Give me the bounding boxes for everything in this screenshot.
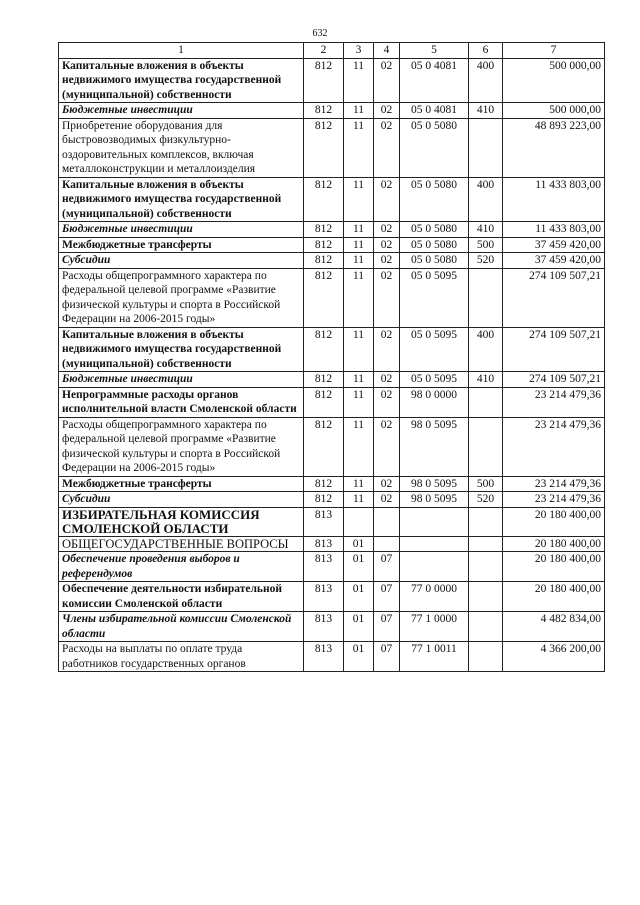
expense-type-cell — [469, 612, 503, 642]
section-code-cell: 11 — [344, 268, 374, 327]
ministry-code-cell: 812 — [304, 372, 344, 388]
expense-type-cell — [469, 268, 503, 327]
expense-name-cell: Капитальные вложения в объекты недвижимого имущества государственной (муниципальной) собственности — [59, 327, 304, 372]
ministry-code-cell: 812 — [304, 417, 344, 476]
subsection-code-cell — [374, 536, 400, 552]
ministry-code-cell: 812 — [304, 327, 344, 372]
section-code-cell: 01 — [344, 536, 374, 552]
expense-type-cell: 520 — [469, 492, 503, 508]
table-row — [59, 372, 605, 388]
subsection-code-cell: 02 — [374, 387, 400, 417]
target-code-cell: 05 0 5095 — [400, 372, 469, 388]
table-row — [59, 612, 605, 642]
amount-cell: 20 180 400,00 — [503, 507, 605, 536]
header-row — [59, 43, 605, 59]
expense-name-cell: Расходы на выплаты по оплате труда работников государственных органов — [59, 642, 304, 672]
budget-table — [58, 42, 605, 672]
table-row — [59, 536, 605, 552]
expense-type-cell: 500 — [469, 237, 503, 253]
ministry-code-cell: 813 — [304, 642, 344, 672]
header-col-4: 4 — [374, 43, 400, 59]
section-code-cell: 11 — [344, 222, 374, 238]
expense-name-cell: Бюджетные инвестиции — [59, 222, 304, 238]
subsection-code-cell: 02 — [374, 327, 400, 372]
expense-name-cell: Капитальные вложения в объекты недвижимого имущества государственной (муниципальной) собственности — [59, 58, 304, 103]
table-row — [59, 222, 605, 238]
amount-cell: 37 459 420,00 — [503, 237, 605, 253]
target-code-cell — [400, 536, 469, 552]
table-row — [59, 476, 605, 492]
expense-type-cell — [469, 387, 503, 417]
subsection-code-cell: 02 — [374, 268, 400, 327]
section-code-cell: 11 — [344, 253, 374, 269]
ministry-code-cell: 812 — [304, 58, 344, 103]
expense-name-cell: Члены избирательной комиссии Смоленской области — [59, 612, 304, 642]
amount-cell: 37 459 420,00 — [503, 253, 605, 269]
table-row — [59, 253, 605, 269]
ministry-code-cell: 813 — [304, 536, 344, 552]
subsection-code-cell: 02 — [374, 177, 400, 222]
subsection-code-cell: 02 — [374, 103, 400, 119]
expense-name-cell: Субсидии — [59, 253, 304, 269]
expense-type-cell: 410 — [469, 372, 503, 388]
subsection-code-cell: 07 — [374, 552, 400, 582]
table-row — [59, 268, 605, 327]
table-row — [59, 582, 605, 612]
expense-name-cell: Межбюджетные трансферты — [59, 237, 304, 253]
amount-cell: 274 109 507,21 — [503, 268, 605, 327]
ministry-code-cell: 813 — [304, 552, 344, 582]
subsection-code-cell: 02 — [374, 417, 400, 476]
expense-type-cell: 400 — [469, 327, 503, 372]
expense-type-cell — [469, 582, 503, 612]
subsection-code-cell: 02 — [374, 476, 400, 492]
ministry-code-cell: 813 — [304, 507, 344, 536]
expense-name-cell: Бюджетные инвестиции — [59, 372, 304, 388]
amount-cell: 274 109 507,21 — [503, 372, 605, 388]
target-code-cell: 05 0 4081 — [400, 58, 469, 103]
expense-type-cell: 400 — [469, 58, 503, 103]
subsection-code-cell: 02 — [374, 118, 400, 177]
subsection-code-cell: 02 — [374, 237, 400, 253]
ministry-code-cell: 812 — [304, 387, 344, 417]
ministry-code-cell: 812 — [304, 177, 344, 222]
ministry-code-cell: 812 — [304, 492, 344, 508]
target-code-cell: 98 0 5095 — [400, 476, 469, 492]
table-row — [59, 492, 605, 508]
ministry-code-cell: 812 — [304, 268, 344, 327]
expense-type-cell: 500 — [469, 476, 503, 492]
ministry-code-cell: 812 — [304, 103, 344, 119]
expense-name-cell: ОБЩЕГОСУДАРСТВЕННЫЕ ВОПРОСЫ — [59, 536, 304, 552]
header-col-2: 2 — [304, 43, 344, 59]
expense-name-cell: Обеспечение деятельности избирательной комиссии Смоленской области — [59, 582, 304, 612]
target-code-cell: 05 0 4081 — [400, 103, 469, 119]
target-code-cell — [400, 552, 469, 582]
amount-cell: 48 893 223,00 — [503, 118, 605, 177]
section-code-cell: 11 — [344, 237, 374, 253]
expense-type-cell — [469, 552, 503, 582]
target-code-cell: 77 1 0011 — [400, 642, 469, 672]
expense-type-cell: 410 — [469, 103, 503, 119]
amount-cell: 20 180 400,00 — [503, 552, 605, 582]
section-code-cell: 01 — [344, 582, 374, 612]
expense-name-cell: Расходы общепрограммного характера по федеральной целевой программе «Развитие физической культуры и спорта в Российской Федерации на 2006-2015 годы» — [59, 417, 304, 476]
ministry-code-cell: 812 — [304, 118, 344, 177]
expense-type-cell — [469, 536, 503, 552]
table-row — [59, 237, 605, 253]
table-row — [59, 58, 605, 103]
target-code-cell: 98 0 0000 — [400, 387, 469, 417]
header-col-6: 6 — [469, 43, 503, 59]
amount-cell: 4 482 834,00 — [503, 612, 605, 642]
target-code-cell: 98 0 5095 — [400, 492, 469, 508]
section-code-cell: 11 — [344, 417, 374, 476]
section-code-cell: 11 — [344, 492, 374, 508]
amount-cell: 20 180 400,00 — [503, 536, 605, 552]
amount-cell: 23 214 479,36 — [503, 417, 605, 476]
table-body — [59, 58, 605, 672]
header-col-5: 5 — [400, 43, 469, 59]
amount-cell: 20 180 400,00 — [503, 582, 605, 612]
ministry-code-cell: 813 — [304, 582, 344, 612]
amount-cell: 274 109 507,21 — [503, 327, 605, 372]
expense-name-cell: Обеспечение проведения выборов и референдумов — [59, 552, 304, 582]
target-code-cell: 98 0 5095 — [400, 417, 469, 476]
table-row — [59, 507, 605, 536]
section-code-cell: 11 — [344, 387, 374, 417]
subsection-code-cell — [374, 507, 400, 536]
section-code-cell: 11 — [344, 58, 374, 103]
table-row — [59, 642, 605, 672]
subsection-code-cell: 02 — [374, 222, 400, 238]
amount-cell: 11 433 803,00 — [503, 177, 605, 222]
expense-name-cell: Приобретение оборудования для быстровозводимых физкультурно-оздоровительных комплексов, включая металлоконструкции и металлоизделия — [59, 118, 304, 177]
expense-type-cell — [469, 417, 503, 476]
subsection-code-cell: 02 — [374, 58, 400, 103]
section-code-cell: 11 — [344, 103, 374, 119]
subsection-code-cell: 07 — [374, 582, 400, 612]
target-code-cell — [400, 507, 469, 536]
target-code-cell: 05 0 5095 — [400, 268, 469, 327]
section-code-cell: 01 — [344, 552, 374, 582]
header-col-7: 7 — [503, 43, 605, 59]
section-code-cell: 11 — [344, 476, 374, 492]
table-row — [59, 417, 605, 476]
amount-cell: 23 214 479,36 — [503, 476, 605, 492]
table-row — [59, 177, 605, 222]
target-code-cell: 77 0 0000 — [400, 582, 469, 612]
subsection-code-cell: 02 — [374, 372, 400, 388]
expense-name-cell: Межбюджетные трансферты — [59, 476, 304, 492]
header-col-1: 1 — [59, 43, 304, 59]
table-row — [59, 327, 605, 372]
expense-type-cell — [469, 642, 503, 672]
expense-name-cell: Субсидии — [59, 492, 304, 508]
table-row — [59, 552, 605, 582]
amount-cell: 23 214 479,36 — [503, 387, 605, 417]
subsection-code-cell: 02 — [374, 253, 400, 269]
ministry-code-cell: 812 — [304, 237, 344, 253]
target-code-cell: 77 1 0000 — [400, 612, 469, 642]
ministry-code-cell: 812 — [304, 222, 344, 238]
expense-type-cell: 410 — [469, 222, 503, 238]
expense-name-cell: Капитальные вложения в объекты недвижимого имущества государственной (муниципальной) собственности — [59, 177, 304, 222]
amount-cell: 4 366 200,00 — [503, 642, 605, 672]
section-code-cell: 01 — [344, 612, 374, 642]
ministry-code-cell: 812 — [304, 476, 344, 492]
expense-type-cell: 400 — [469, 177, 503, 222]
subsection-code-cell: 07 — [374, 642, 400, 672]
amount-cell: 23 214 479,36 — [503, 492, 605, 508]
section-code-cell: 11 — [344, 372, 374, 388]
table-row — [59, 103, 605, 119]
target-code-cell: 05 0 5080 — [400, 237, 469, 253]
expense-name-cell: Бюджетные инвестиции — [59, 103, 304, 119]
amount-cell: 11 433 803,00 — [503, 222, 605, 238]
subsection-code-cell: 07 — [374, 612, 400, 642]
amount-cell: 500 000,00 — [503, 58, 605, 103]
table-row — [59, 387, 605, 417]
section-code-cell: 01 — [344, 642, 374, 672]
expense-name-cell: Непрограммные расходы органов исполнительной власти Смоленской области — [59, 387, 304, 417]
target-code-cell: 05 0 5080 — [400, 118, 469, 177]
subsection-code-cell: 02 — [374, 492, 400, 508]
target-code-cell: 05 0 5080 — [400, 177, 469, 222]
expense-type-cell — [469, 118, 503, 177]
target-code-cell: 05 0 5095 — [400, 327, 469, 372]
section-code-cell: 11 — [344, 327, 374, 372]
expense-name-cell: Расходы общепрограммного характера по федеральной целевой программе «Развитие физической культуры и спорта в Российской Федерации на 2006-2015 годы» — [59, 268, 304, 327]
amount-cell: 500 000,00 — [503, 103, 605, 119]
page-number: 632 — [312, 28, 328, 39]
target-code-cell: 05 0 5080 — [400, 253, 469, 269]
ministry-code-cell: 813 — [304, 612, 344, 642]
ministry-code-cell: 812 — [304, 253, 344, 269]
section-code-cell: 11 — [344, 118, 374, 177]
section-code-cell: 11 — [344, 177, 374, 222]
expense-name-cell: ИЗБИРАТЕЛЬНАЯ КОМИССИЯ СМОЛЕНСКОЙ ОБЛАСТИ — [59, 507, 304, 536]
header-col-3: 3 — [344, 43, 374, 59]
target-code-cell: 05 0 5080 — [400, 222, 469, 238]
section-code-cell — [344, 507, 374, 536]
expense-type-cell: 520 — [469, 253, 503, 269]
expense-type-cell — [469, 507, 503, 536]
table-row — [59, 118, 605, 177]
